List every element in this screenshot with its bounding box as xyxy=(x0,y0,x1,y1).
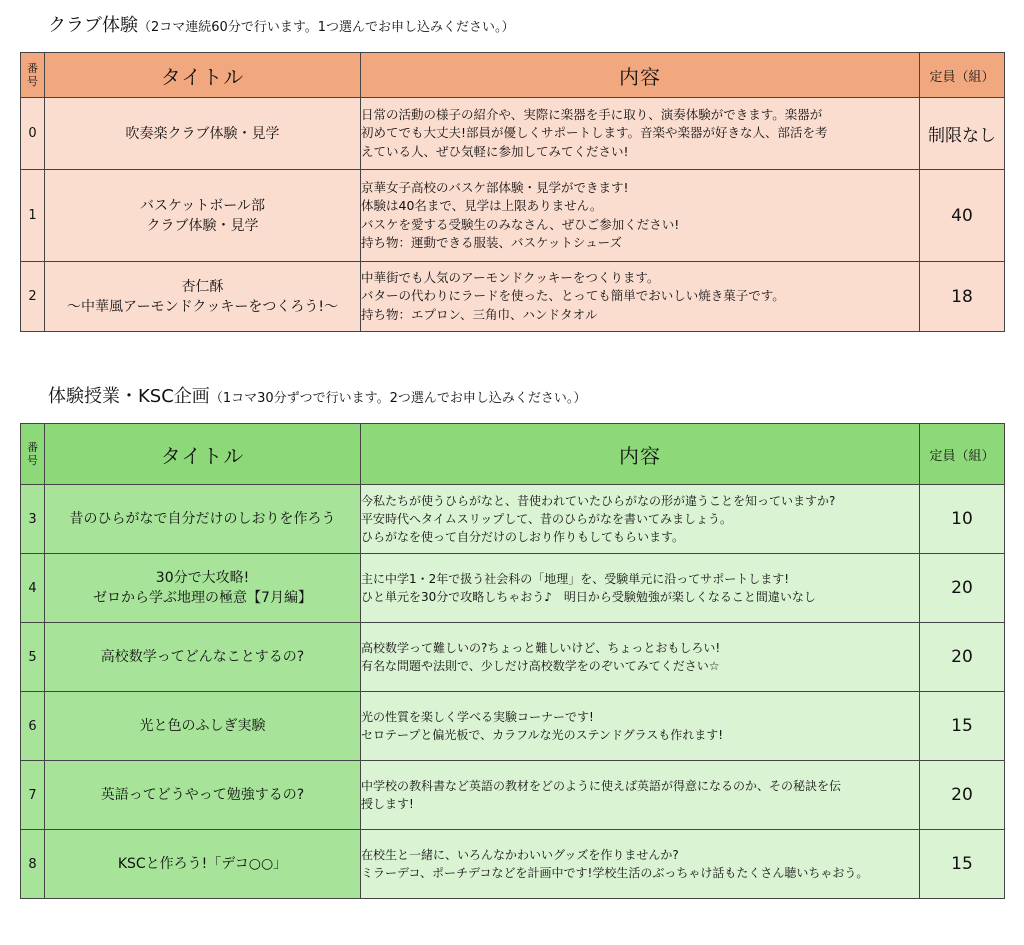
club-table xyxy=(20,52,1005,332)
row-capacity: 15 xyxy=(920,830,1005,899)
row-capacity: 15 xyxy=(920,692,1005,761)
row-title: 30分で大攻略! ゼロから学ぶ地理の極意【7月編】 xyxy=(45,554,361,623)
row-number: 6 xyxy=(21,692,45,761)
row-content: 京華女子高校のバスケ部体験・見学ができます! 体験は40名まで、見学は上限ありません。 バスケを愛する受験生のみなさん、ぜひご参加ください! 持ち物：運動できる服装、バスケットシューズ xyxy=(361,170,920,262)
row-title: 吹奏楽クラブ体験・見学 xyxy=(45,98,361,170)
row-capacity: 制限なし xyxy=(920,98,1005,170)
row-title: 光と色のふしぎ実験 xyxy=(45,692,361,761)
row-title: 英語ってどうやって勉強するの? xyxy=(45,761,361,830)
header-capacity: 定員（組） xyxy=(920,424,1005,485)
table-row xyxy=(21,830,1005,899)
row-number: 2 xyxy=(21,262,45,332)
row-title: 昔のひらがなで自分だけのしおりを作ろう xyxy=(45,485,361,554)
experience-title-note: （1コマ30分ずつで行います。2つ選んでお申し込みください。） xyxy=(209,391,587,406)
header-capacity: 定員（組） xyxy=(920,53,1005,98)
header-number: 番 号 xyxy=(21,53,45,98)
experience-table xyxy=(20,423,1005,899)
row-content: 今私たちが使うひらがなと、昔使われていたひらがなの形が違うことを知っていますか? 平安時代へタイムスリップして、昔のひらがなを書いてみましょう。 ひらがなを使って自分だけのしおり作りもしてもらいます。 xyxy=(361,485,920,554)
table-row xyxy=(21,170,1005,262)
experience-section-title xyxy=(48,385,586,411)
header-content: 内容 xyxy=(361,424,920,485)
club-section-title xyxy=(48,14,515,40)
row-content: 中華街でも人気のアーモンドクッキーをつくります。 バターの代わりにラードを使った、とっても簡単でおいしい焼き菓子です。 持ち物：エプロン、三角巾、ハンドタオル xyxy=(361,262,920,332)
table-row xyxy=(21,692,1005,761)
row-number: 4 xyxy=(21,554,45,623)
table-row xyxy=(21,98,1005,170)
row-number: 0 xyxy=(21,98,45,170)
header-title: タイトル xyxy=(45,53,361,98)
row-number: 1 xyxy=(21,170,45,262)
row-content: 光の性質を楽しく学べる実験コーナーです! セロテープと偏光板で、カラフルな光のステンドグラスも作れます! xyxy=(361,692,920,761)
row-capacity: 18 xyxy=(920,262,1005,332)
row-content: 日常の活動の様子の紹介や、実際に楽器を手に取り、演奏体験ができます。楽器が 初めてでも大丈夫!部員が優しくサポートします。音楽や楽器が好きな人、部活を考 えている人、ぜひ気軽に参加してみてください! xyxy=(361,98,920,170)
club-header-row xyxy=(21,53,1005,98)
table-row xyxy=(21,761,1005,830)
table-row xyxy=(21,554,1005,623)
row-capacity: 20 xyxy=(920,623,1005,692)
row-number: 8 xyxy=(21,830,45,899)
header-number: 番 号 xyxy=(21,424,45,485)
table-row xyxy=(21,623,1005,692)
row-content: 在校生と一緒に、いろんなかわいいグッズを作りませんか? ミラーデコ、ポーチデコなどを計画中です!学校生活のぶっちゃけ話もたくさん聴いちゃおう。 xyxy=(361,830,920,899)
table-row xyxy=(21,485,1005,554)
experience-header-row xyxy=(21,424,1005,485)
experience-title-main: 体験授業・KSC企画 xyxy=(48,386,210,407)
row-capacity: 20 xyxy=(920,554,1005,623)
row-title: KSCと作ろう!「デコ○○」 xyxy=(45,830,361,899)
row-content: 中学校の教科書など英語の教材をどのように使えば英語が得意になるのか、その秘訣を伝 授します! xyxy=(361,761,920,830)
club-title-note: （2コマ連続60分で行います。1つ選んでお申し込みください。） xyxy=(138,20,515,35)
row-title: 杏仁酥 ～中華風アーモンドクッキーをつくろう!～ xyxy=(45,262,361,332)
row-number: 3 xyxy=(21,485,45,554)
header-content: 内容 xyxy=(361,53,920,98)
row-content: 高校数学って難しいの?ちょっと難しいけど、ちょっとおもしろい! 有名な問題や法則で、少しだけ高校数学をのぞいてみてください☆ xyxy=(361,623,920,692)
row-content: 主に中学1・2年で扱う社会科の「地理」を、受験単元に沿ってサポートします! ひと単元を30分で攻略しちゃおう♪ 明日から受験勉強が楽しくなること間違いなし xyxy=(361,554,920,623)
club-title-main: クラブ体験 xyxy=(48,15,138,36)
row-capacity: 20 xyxy=(920,761,1005,830)
row-title: 高校数学ってどんなことするの? xyxy=(45,623,361,692)
row-number: 5 xyxy=(21,623,45,692)
row-capacity: 40 xyxy=(920,170,1005,262)
row-capacity: 10 xyxy=(920,485,1005,554)
row-title: バスケットボール部 クラブ体験・見学 xyxy=(45,170,361,262)
row-number: 7 xyxy=(21,761,45,830)
table-row xyxy=(21,262,1005,332)
header-title: タイトル xyxy=(45,424,361,485)
